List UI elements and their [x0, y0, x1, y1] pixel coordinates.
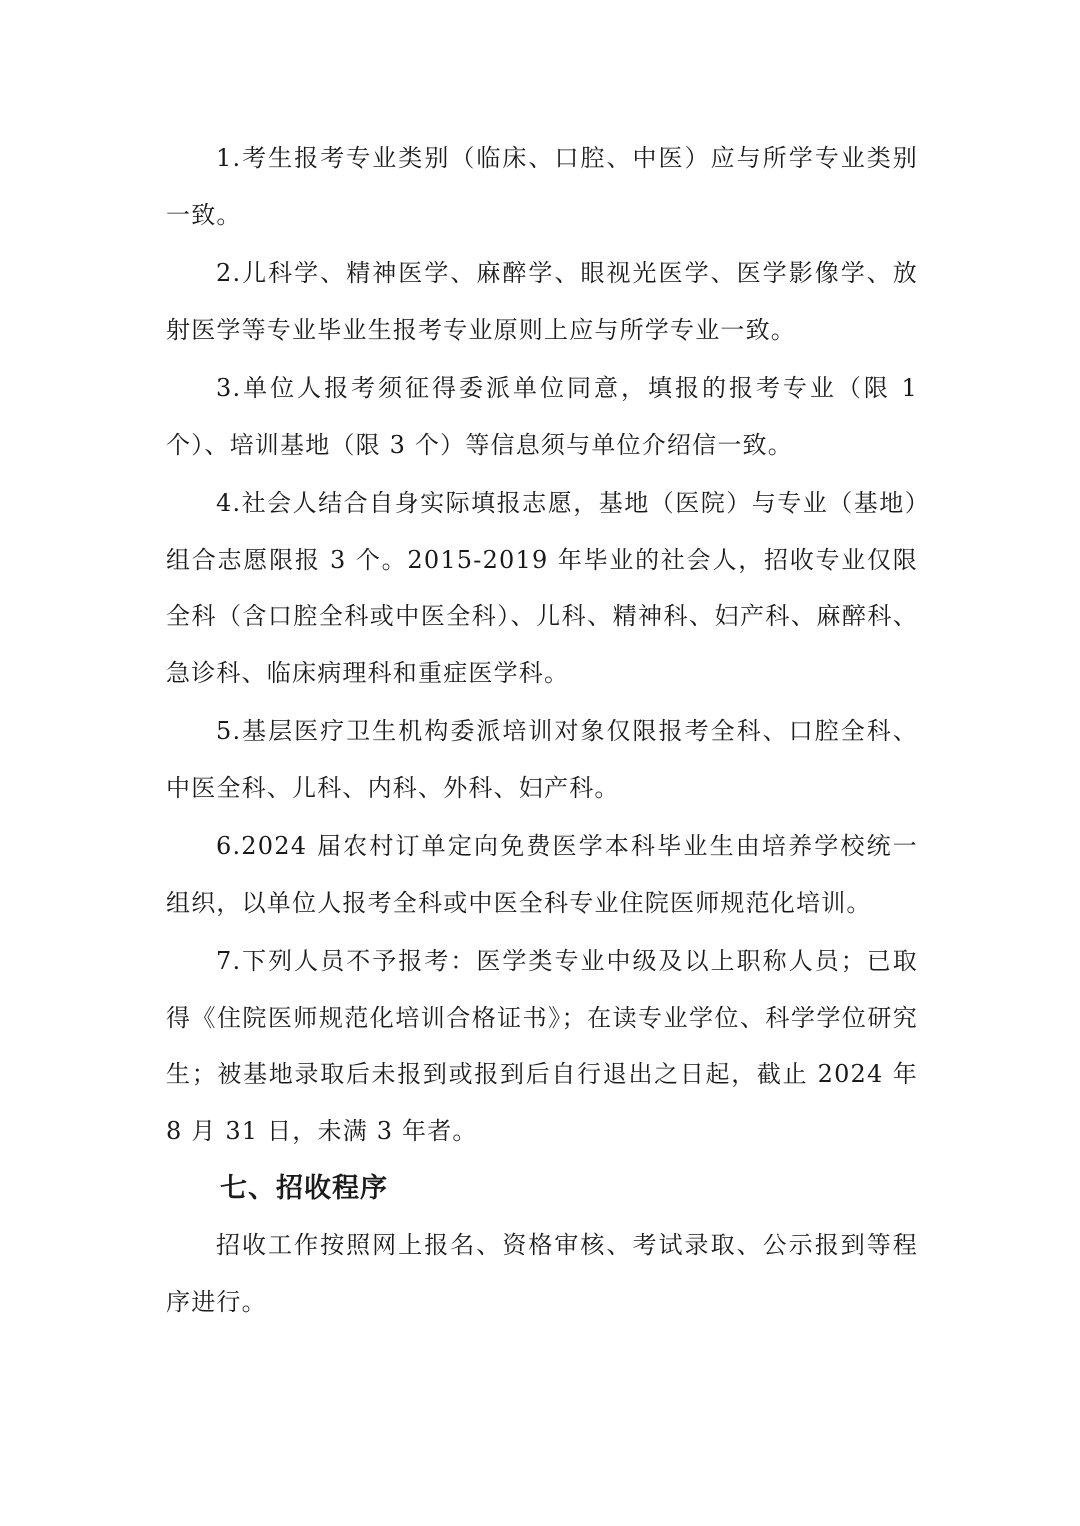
section-paragraph: 招收工作按照网上报名、资格审核、考试录取、公示报到等程序进行。: [166, 1231, 918, 1316]
list-item: 5.基层医疗卫生机构委派培训对象仅限报考全科、口腔全科、中医全科、儿科、内科、外科、妇产科。: [166, 717, 918, 802]
list-item: 1.考生报考专业类别（临床、口腔、中医）应与所学专业类别一致。: [166, 144, 918, 229]
list-item: 6.2024 届农村订单定向免费医学本科毕业生由培养学校统一组织，以单位人报考全科或中医全科专业住院医师规范化培训。: [166, 832, 918, 917]
list-item: 7.下列人员不予报考：医学类专业中级及以上职称人员；已取得《住院医师规范化培训合格证书》；在读专业学位、科学学位研究生；被基地录取后未报到或报到后自行退出之日起，截止 2024 年 8 月 31 日，未满 3 年者。: [166, 947, 918, 1145]
list-item: 2.儿科学、精神医学、麻醉学、眼视光医学、医学影像学、放射医学等专业毕业生报考专业原则上应与所学专业一致。: [166, 259, 918, 344]
section-heading: 七、招收程序: [220, 1173, 388, 1204]
list-item: 4.社会人结合自身实际填报志愿，基地（医院）与专业（基地）组合志愿限报 3 个。2015-2019 年毕业的社会人，招收专业仅限全科（含口腔全科或中医全科）、儿科、精神科、妇产科、麻醉科、急诊科、临床病理科和重症医学科。: [166, 489, 918, 687]
list-item: 3.单位人报考须征得委派单位同意，填报的报考专业（限 1 个）、培训基地（限 3 个）等信息须与单位介绍信一致。: [166, 374, 918, 459]
document-page: [166, 130, 918, 1332]
